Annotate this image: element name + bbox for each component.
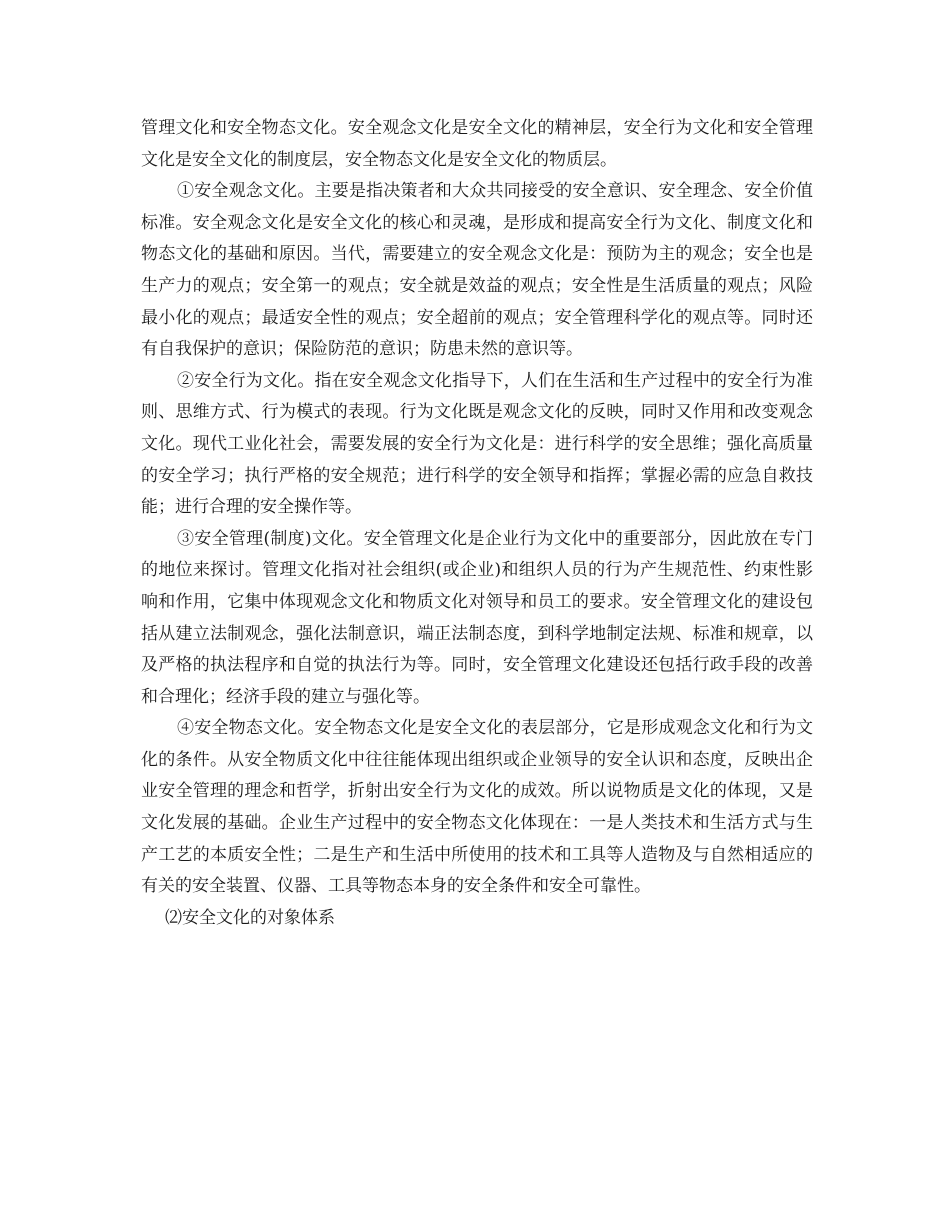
paragraph-safety-material-culture: ④安全物态文化。安全物态文化是安全文化的表层部分，它是形成观念文化和行为文化的条件。从安全物质文化中往往能体现出组织或企业领导的安全认识和态度，反映出企业安全管理的理念和哲学，折射出安全行为文化的成效。所以说物质是文化的体现，又是文化发展的基础。企业生产过程中的安全物态文化体现在：一是人类技术和生活方式与生产工艺的本质安全性；二是生产和生活中所使用的技术和工具等人造物及与自然相适应的有关的安全装置、仪器、工具等物态本身的安全条件和安全可靠性。: [141, 718, 813, 897]
document-page: [141, 113, 813, 934]
paragraph-safety-management-culture: ③安全管理(制度)文化。安全管理文化是企业行为文化中的重要部分，因此放在专门的地位来探讨。管理文化指对社会组织(或企业)和组织人员的行为产生规范性、约束性影响和作用，它集中体现观念文化和物质文化对领导和员工的要求。安全管理文化的建设包括从建立法制观念，强化法制意识，端正法制态度，到科学地制定法规、标准和规章，以及严格的执法程序和自觉的执法行为等。同时，安全管理文化建设还包括行政手段的改善和合理化；经济手段的建立与强化等。: [141, 528, 813, 707]
section-heading: ⑵安全文化的对象体系: [165, 907, 335, 928]
paragraph-safety-concept-culture: ①安全观念文化。主要是指决策者和大众共同接受的安全意识、安全理念、安全价值标准。安全观念文化是安全文化的核心和灵魂，是形成和提高安全行为文化、制度文化和物态文化的基础和原因。当代，需要建立的安全观念文化是：预防为主的观念；安全也是生产力的观点；安全第一的观点；安全就是效益的观点；安全性是生活质量的观点；风险最小化的观点；最适安全性的观点；安全超前的观点；安全管理科学化的观点等。同时还有自我保护的意识；保险防范的意识；防患未然的意识等。: [141, 181, 813, 360]
paragraph-safety-behavior-culture: ②安全行为文化。指在安全观念文化指导下，人们在生活和生产过程中的安全行为准则、思维方式、行为模式的表现。行为文化既是观念文化的反映，同时又作用和改变观念文化。现代工业化社会，需要发展的安全行为文化是：进行科学的安全思维；强化高质量的安全学习；执行严格的安全规范；进行科学的安全领导和指挥；掌握必需的应急自救技能；进行合理的安全操作等。: [141, 370, 813, 518]
paragraph-continuation: 管理文化和安全物态文化。安全观念文化是安全文化的精神层，安全行为文化和安全管理文化是安全文化的制度层，安全物态文化是安全文化的物质层。: [141, 118, 813, 170]
